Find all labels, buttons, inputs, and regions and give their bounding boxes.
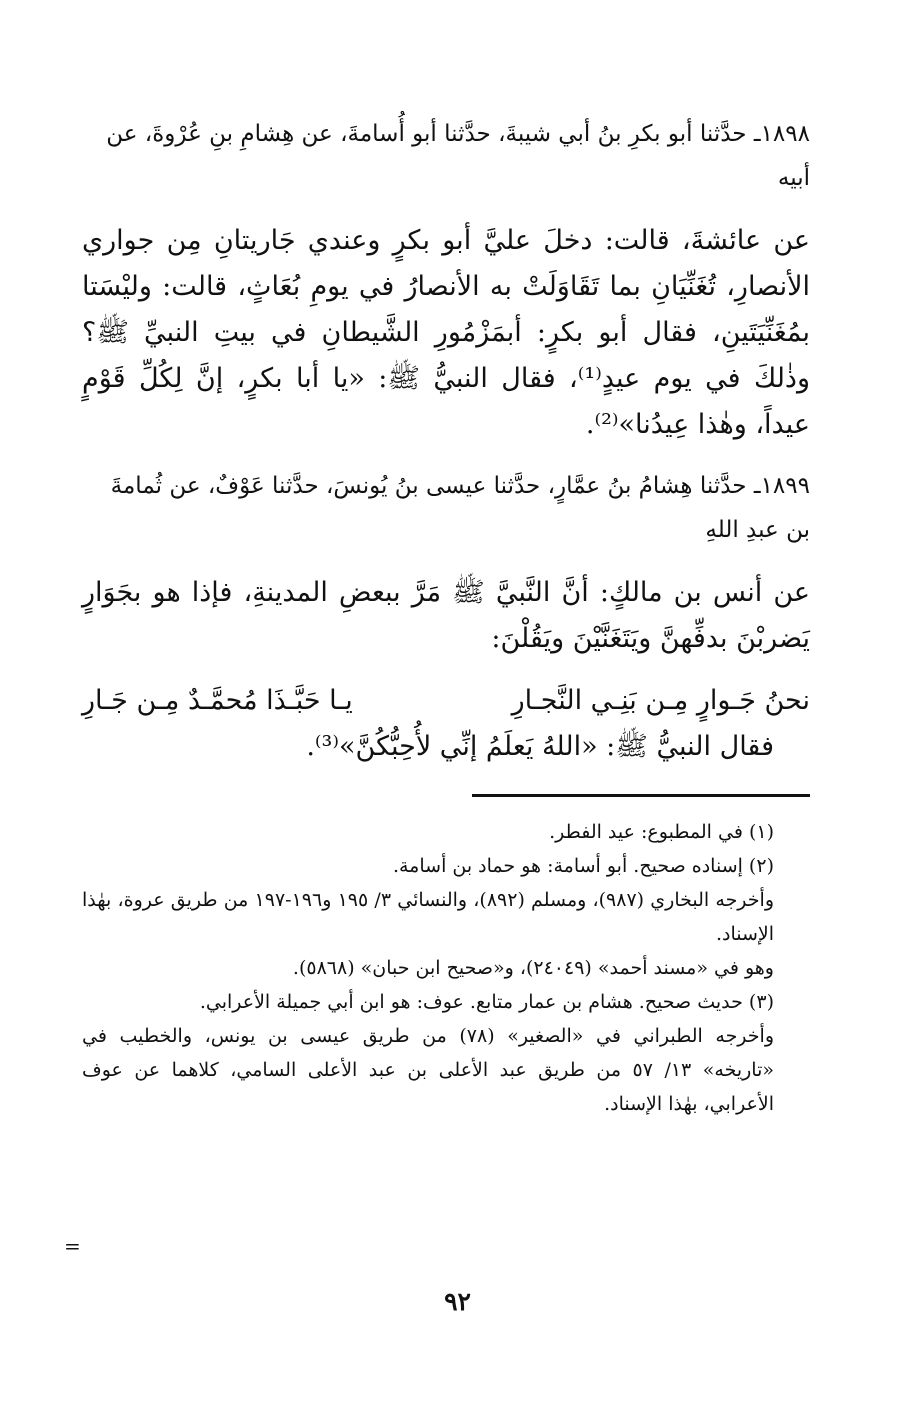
footnote-2-musnad: وهو في «مسند أحمد» (٢٤٠٤٩)، و«صحيح ابن حبان» (٥٨٦٨). (292, 957, 774, 979)
footnote-3: (٣) حديث صحيح. هشام بن عمار متابع. عوف: هو ابن أبي جميلة الأعرابي. (199, 991, 774, 1013)
page-body (82, 112, 810, 1121)
footnote-1: (١) في المطبوع: عيد الفطر. (549, 821, 774, 843)
poem-hemistich-first: نحنُ جَـوارٍ مِـن بَنِـي النَّجـارِ (511, 685, 810, 716)
footnote-2-takhrij: وأخرجه البخاري (٩٨٧)، ومسلم (٨٩٢)، والنسائي ٣/ ١٩٥ و١٩٦-١٩٧ من طريق عروة، بهٰذا الإسناد. (82, 889, 774, 945)
hadith-1899-matn: عن أنس بن مالكٍ: أنَّ النَّبيَّ ﷺ مَرَّ ببعضِ المدينةِ، فإذا هو بجَوَارٍ يَضربْنَ بدفِّهنَّ ويَتَغَنَّيْنَ ويَقُلْنَ: (82, 577, 810, 654)
poem-hemistich-second: يـا حَبَّـذَا مُحمَّـدٌ مِـن جَـارِ (82, 685, 353, 716)
hadith-1898-matn: عن عائشةَ، قالت: دخلَ عليَّ أبو بكرٍ وعندي جَاريتانِ مِن جواري الأنصارِ، تُغَنِّيَانِ بما تَقَاوَلَتْ به الأنصارُ في يومِ بُعَاثٍ، قالت: وليْسَتا بمُغَنِّيَتَينِ، فقال أبو بكرٍ: أبمَزْمُورِ الشَّيطانِ في بيتِ النبيِّ ﷺ؟ وذٰلكَ في يوم عيدٍ⁽¹⁾، فقال النبيُّ ﷺ: «يا أبا بكرٍ، إنَّ لِكُلِّ قَوْمٍ عيداً، وهٰذا عِيدُنا»⁽²⁾. (82, 225, 810, 440)
footnotes (82, 815, 810, 1121)
continuation-mark: = (64, 1234, 81, 1258)
hadith-1898-isnad: ١٨٩٨ـ حدَّثنا أبو بكرِ بنُ أبي شيبةَ، حدَّثنا أبو أُسامةَ، عن هِشامِ بنِ عُرْوةَ، عن أبيه (106, 121, 810, 191)
footnote-separator (472, 794, 810, 797)
hadith-1899-closing: فقال النبيُّ ﷺ: «اللهُ يَعلَمُ إنِّي لأُحِبُّكُنَّ»⁽³⁾. (306, 731, 774, 762)
poem-verse (82, 678, 810, 724)
footnote-2: (٢) إسناده صحيح. أبو أسامة: هو حماد بن أسامة. (392, 855, 774, 877)
hadith-1899-isnad: ١٨٩٩ـ حدَّثنا هِشامُ بنُ عمَّارٍ، حدَّثنا عيسى بنُ يُونسَ، حدَّثنا عَوْفٌ، عن ثُمامةَ بن عبدِ اللهِ (110, 473, 810, 543)
page-number: ٩٢ (444, 1287, 471, 1316)
footnote-3-takhrij: وأخرجه الطبراني في «الصغير» (٧٨) من طريق عيسى بن يونس، والخطيب في «تاريخه» ١٣/ ٥٧ من طريق عبد الأعلى بن عبد الأعلى السامي، كلاهما عن عوف الأعرابي، بهٰذا الإسناد. (82, 1025, 774, 1115)
